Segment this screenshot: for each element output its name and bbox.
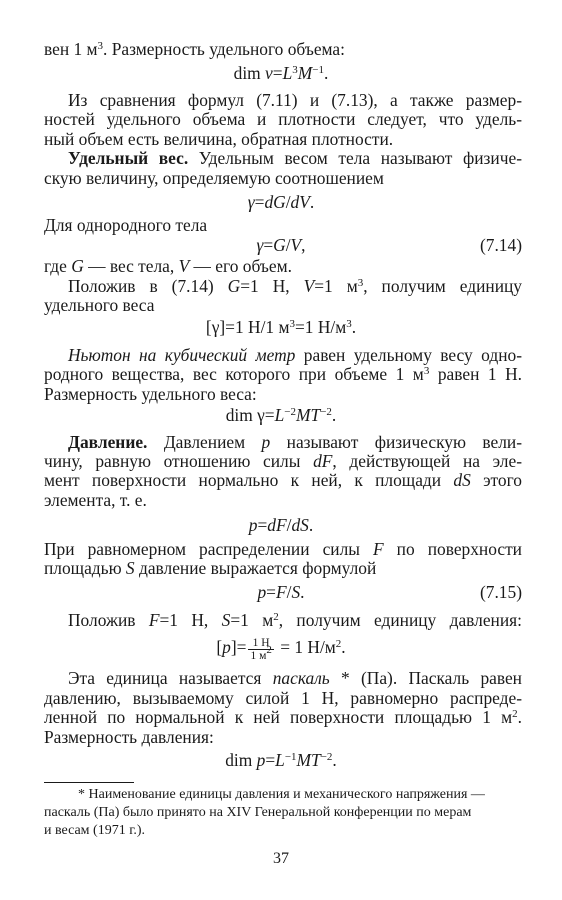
text-line: ностей удельного объема и плотности следует, что удель- [44, 109, 522, 129]
footnote-line: паскаль (Па) было принято на XIV Генеральной конференции по мерам [44, 805, 472, 820]
footnote-separator [44, 782, 134, 783]
formula-specific-weight-definition: γ=dG/dV. [247, 192, 315, 213]
text-line: давлению, вызываемому силой 1 Н, равномерно распреде- [44, 687, 522, 708]
formula-pascal-unit: [p]= $\frac{1 Н}{1 м^2}$ = 1 $Н/м^2$. [216, 636, 346, 662]
text-line: площадью S давление выражается формулой [44, 558, 377, 579]
text-line: Положив F=1 Н, S=1 $м^2$, получим единицу давления: [68, 609, 523, 630]
fraction: $\frac{1 Н}{1 м^2}$ [250, 636, 272, 662]
text-line: При равномерном распределении силы F по поверхности [44, 538, 522, 559]
formula-pressure-uniform: p=F/S. [257, 582, 305, 603]
formula-homogeneous-body: γ=G/V, [256, 234, 306, 255]
equation-number-7-14: (7.14) [479, 234, 522, 255]
text-line: Размерность давления: [44, 726, 214, 747]
text-line: Из сравнения формул (7.11) и (7.13), а также размер- [68, 89, 522, 110]
text-line: вен 1 $м^3$. Размерность удельного объема: [44, 39, 345, 59]
text-line: ленной по нормальной к ней поверхности площадью 1 $м^2$. [44, 707, 522, 727]
text-line: где G — вес тела, V — его объем. [44, 256, 292, 277]
text-line: Ньютон на кубический метр равен удельному весу одно- [68, 344, 522, 365]
formula-specific-volume-dimension: dim $v=L^3M^{-1}$. [233, 62, 329, 83]
page-number: 37 [273, 850, 289, 867]
text-line: Для однородного тела [44, 215, 208, 236]
text-line: мент поверхности нормально к ней, к площади dS этого [44, 470, 522, 491]
text-line: удельного веса [44, 295, 155, 315]
formula-pressure-dimension: dim $p=L^{-1}MT^{-2}$. [225, 749, 337, 770]
section-heading-specific-weight: Удельный вес. Удельным весом тела называют физиче- [68, 148, 522, 168]
formula-specific-weight-dimension: dim $\gamma=L^{-2}MT^{-2}$. [225, 404, 337, 425]
equation-number-7-15: (7.15) [479, 582, 522, 603]
text-line: элемента, т. е. [44, 489, 147, 510]
text-line: ный объем есть величина, обратная плотности. [44, 128, 394, 149]
text-line: родного вещества, вес которого при объеме 1 $м^3$ равен 1 Н. [44, 364, 522, 385]
footnote-line: и весам (1971 г.). [44, 823, 146, 838]
formula-pressure-definition: p=dF/dS. [248, 514, 314, 535]
footnote-line: * Наименование единицы давления и механического напряжения — [78, 787, 485, 802]
text-line: скую величину, определяемую соотношением [44, 167, 384, 188]
text-line: Положив в (7.14) G=1 Н, V=1 $м^3$, получим единицу [68, 275, 523, 296]
text-line: чину, равную отношению силы dF, действующей на эле- [44, 451, 522, 471]
text-line: Эта единица называется паскаль * (Па). Паскаль равен [68, 668, 522, 688]
formula-specific-weight-unit: [γ]=1 Н/1 $м^3=1$ $Н/м^3$. [205, 317, 357, 338]
text-line: Размерность удельного веса: [44, 383, 257, 404]
section-heading-pressure: Давление. Давлением p называют физическую вели- [68, 431, 522, 452]
